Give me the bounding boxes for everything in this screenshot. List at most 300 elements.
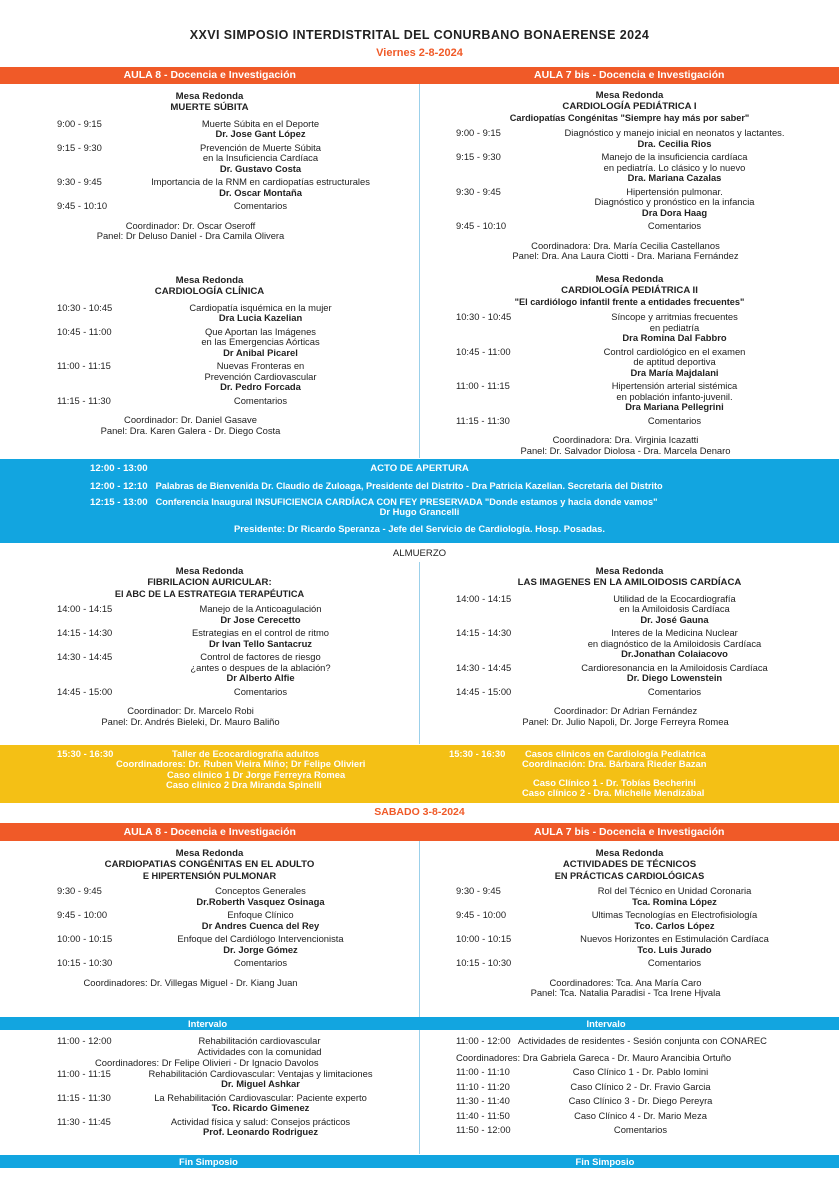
row-time: 9:45 - 10:00: [456, 909, 507, 921]
row-time: 11:50 - 12:00: [456, 1124, 511, 1135]
session-coordinator: Coordinadores: Dr. Villegas Miguel - Dr. Kiang Juan: [83, 976, 298, 988]
taller-left-title: Taller de Ecocardiografía adultos: [172, 748, 320, 759]
row-desc: [532, 381, 839, 413]
row-topic-line: Prevención de Muerte Súbita: [200, 141, 321, 153]
residentes-row: [420, 1125, 839, 1136]
schedule-row: [0, 934, 419, 955]
schedule-row: [0, 652, 419, 684]
mesa-title-line: Mesa Redonda: [595, 274, 664, 285]
row-topic-line: Manejo de la insuficiencia cardíaca: [601, 151, 748, 163]
rehab-line-1: Rehabilitación cardiovascular: [198, 1035, 321, 1046]
schedule-row: [0, 958, 419, 969]
mesa-amiloidosis: [420, 567, 839, 727]
row-speaker: Dr Alberto Alfie: [226, 672, 295, 684]
row-time: 14:30 - 14:45: [57, 651, 113, 663]
row-time: 10:30 - 10:45: [57, 301, 113, 313]
row-speaker: Dr. Jorge Gómez: [223, 943, 298, 955]
mesa-title-line: LAS IMAGENES EN LA AMILOIDOSIS CARDÍACA: [517, 576, 742, 588]
row-time: 14:15 - 14:30: [456, 627, 512, 639]
row-speaker: Tco. Luis Jurado: [637, 943, 712, 955]
mesa-title-line: "El cardiólogo infantil frente a entidades frecuentes": [514, 296, 745, 307]
row-desc: [140, 687, 419, 698]
session-coordinator: Coordinador: Dr. Marcelo Robi: [127, 705, 254, 717]
residentes-row: [420, 1096, 839, 1107]
saturday-date: SABADO 3-8-2024: [374, 806, 465, 818]
row-topic-line: en pediatría: [649, 321, 700, 333]
row-time: 9:30 - 9:45: [57, 176, 102, 188]
row-topic-line: Comentarios: [647, 414, 702, 426]
row-desc: [532, 221, 839, 232]
row-topic-line: Enfoque Clínico: [227, 909, 294, 921]
fin-right: Fin Simposio: [575, 1156, 635, 1167]
mesa-title-line: FIBRILACION AURICULAR:: [147, 576, 272, 588]
row-time: 11:30 - 11:40: [456, 1095, 510, 1106]
row-desc: [532, 687, 839, 698]
saturday-left-morning: [0, 849, 419, 988]
apertura-welcome-time: 12:00 - 12:10: [90, 481, 148, 492]
friday-right-morning: [420, 91, 839, 262]
schedule-row: [0, 687, 419, 698]
row-speaker: Dr.Jonathan Colaiacovo: [621, 648, 728, 660]
row-desc: [140, 628, 419, 649]
session-rows: [420, 312, 839, 426]
schedule-row: [0, 886, 419, 907]
row-topic-line: Enfoque del Cardiólogo Intervencionista: [177, 933, 344, 945]
row-speaker: Tco. Ricardo Gimenez: [211, 1102, 310, 1113]
row-topic-line: Comentarios: [647, 957, 702, 969]
row-time: 9:00 - 9:15: [456, 127, 501, 139]
mesa-cardiologia-pediatrica-1: [420, 91, 839, 262]
schedule-row: [0, 628, 419, 649]
session-panel: Panel: Dr. Salvador Diolosa - Dra. Marcela Denaro: [520, 444, 731, 456]
row-time: 9:15 - 9:30: [456, 151, 501, 163]
mesa-title-line: CARDIOLOGÍA PEDIÁTRICA II: [561, 284, 698, 296]
row-speaker: Dr.Roberth Vasquez Osinaga: [196, 895, 325, 907]
session-coordinator: Coordinadora: Dra. Virginia Icazatti: [552, 434, 699, 446]
schedule-row: [0, 201, 419, 212]
session-rows: [0, 303, 419, 407]
friday-left-midmorning: [0, 276, 419, 436]
row-topic-line: Importancia de la RNM en cardiopatías estructurales: [151, 176, 370, 188]
row-time: 10:00 - 10:15: [456, 933, 512, 945]
rehab-desc: [140, 1036, 419, 1057]
schedule-row: [420, 958, 839, 969]
apertura-title: ACTO DE APERTURA: [370, 463, 469, 474]
schedule-row: [420, 221, 839, 232]
row-speaker: Prof. Leonardo Rodriguez: [202, 1126, 319, 1137]
schedule-row: [420, 628, 839, 660]
mesa-actividades-tecnicos: [420, 849, 839, 999]
row-speaker: Dr Anibal Picarel: [223, 346, 298, 358]
row-desc: Caso Clínico 3 - Dr. Diego Pereyra: [568, 1095, 713, 1106]
taller-right-time: 15:30 - 16:30: [449, 748, 506, 759]
row-topic-line: Estrategias en el control de ritmo: [191, 627, 330, 639]
saturday-aula-left: AULA 8 - Docencia e Investigación: [123, 826, 296, 838]
row-topic-line: Diagnóstico y manejo inicial en neonatos y lactantes.: [564, 127, 785, 139]
session-panel: Panel: Dr Deluso Daniel - Dra Camila Olivera: [96, 230, 285, 242]
row-topic-line: Control de factores de riesgo: [200, 651, 321, 663]
row-desc: [532, 628, 839, 660]
row-topic-line: en la Insuficiencia Cardíaca: [202, 152, 319, 164]
apertura-speaker: Dr Hugo Grancelli: [379, 506, 460, 517]
row-desc: Caso Clínico 4 - Dr. Mario Meza: [574, 1109, 707, 1121]
row-desc: [532, 152, 839, 184]
apertura-time: 12:00 - 13:00: [90, 463, 148, 474]
schedule-row: [0, 910, 419, 931]
row-time: 11:15 - 11:30: [456, 414, 510, 426]
row-desc: Caso Clínico 2 - Dr. Fravio Garcia: [570, 1080, 711, 1092]
row-speaker: Dra. Cecilia Rios: [637, 137, 712, 149]
row-desc: [140, 177, 419, 198]
mesa-title-line: MUERTE SÚBITA: [170, 101, 249, 113]
row-desc: [532, 663, 839, 684]
row-desc: Comentarios: [613, 1124, 668, 1135]
row-speaker: Tca. Romina López: [632, 895, 717, 907]
schedule-row: [0, 604, 419, 625]
row-time: 10:15 - 10:30: [57, 957, 113, 969]
taller-left-coord: Coordinadores: Dr. Ruben Vieira Miño; Dr Felipe Olivieri: [116, 758, 366, 769]
schedule-row: [420, 187, 839, 219]
row-desc: [140, 201, 419, 212]
row-speaker: Dr Ivan Tello Santacruz: [209, 637, 312, 649]
row-topic-line: Que Aportan las Imágenes: [204, 325, 316, 337]
row-time: 9:30 - 9:45: [456, 885, 501, 897]
row-time: 14:15 - 14:30: [57, 627, 113, 639]
mesa-title-line: CARDIOLOGÍA PEDIÁTRICA I: [562, 100, 697, 112]
fin-bar: [0, 1155, 839, 1168]
residentes-row: [420, 1067, 839, 1078]
row-topic-line: Rol del Técnico en Unidad Coronaria: [597, 885, 752, 897]
row-speaker: Dr. Gustavo Costa: [219, 162, 302, 174]
row-speaker: Dra. Mariana Cazalas: [627, 172, 722, 184]
mesa-fibrilacion-auricular: [0, 567, 419, 727]
session-panel: Panel: Tca. Natalia Paradisi - Tca Irene Hjvala: [530, 987, 721, 999]
session-panel: Panel: Dra. Ana Laura Ciotti - Dra. Mariana Fernández: [512, 250, 739, 262]
row-topic-line: Prevención Cardiovascular: [204, 370, 317, 382]
schedule-row: [0, 1093, 419, 1114]
intervalo-right: Intervalo: [586, 1018, 626, 1029]
residentes-list: [420, 1067, 839, 1136]
rehab-talks: [0, 1069, 419, 1138]
residentes-row: [420, 1082, 839, 1093]
row-topic-line: Cardioresonancia en la Amiloidosis Cardíaca: [581, 661, 768, 673]
row-speaker: Dr. Oscar Montaña: [219, 186, 302, 198]
session-rows: [0, 604, 419, 697]
mesa-cardiopatias-congenitas: [0, 849, 419, 988]
session-coordinator: Coordinador: Dr. Daniel Gasave: [124, 414, 257, 426]
mesa-title-line: Mesa Redonda: [595, 566, 664, 577]
row-time: 11:00 - 11:15: [57, 360, 111, 372]
taller-right-title: Casos clinicos en Cardiología Pediatrica: [525, 748, 706, 759]
row-time: 14:00 - 14:15: [57, 603, 113, 615]
row-time: 9:15 - 9:30: [57, 141, 102, 153]
row-time: 11:00 - 11:10: [456, 1066, 510, 1077]
row-desc: [532, 934, 839, 955]
row-time: 9:45 - 10:10: [456, 220, 507, 232]
taller-left-case2: Caso clinico 2 Dra Miranda Spinelli: [166, 779, 322, 790]
row-desc: [532, 312, 839, 344]
row-speaker: Dr. José Gauna: [640, 613, 709, 625]
rehab-line-2: Actividades con la comunidad: [197, 1045, 322, 1057]
row-topic-line: Comentarios: [233, 685, 288, 697]
row-time: 14:45 - 15:00: [57, 685, 113, 697]
row-topic-line: en población infanto-juvenil.: [616, 390, 733, 402]
schedule-row: [0, 1117, 419, 1138]
friday-left-morning: [0, 92, 419, 242]
session-panel: Panel: Dr. Andrés Bieleki, Dr. Mauro Baliño: [101, 715, 280, 727]
row-topic-line: Nuevas Fronteras en: [216, 360, 305, 372]
mesa-muerte-subita: [0, 92, 419, 242]
row-time: 11:00 - 11:15: [456, 380, 510, 392]
session-coordinator: Coordinador: Dr Adrian Fernández: [553, 705, 698, 717]
row-desc: [532, 187, 839, 219]
row-desc: Caso Clínico 1 - Dr. Pablo Iomini: [572, 1066, 709, 1077]
row-time: 14:30 - 14:45: [456, 661, 512, 673]
residentes-row: [420, 1111, 839, 1122]
schedule-row: [420, 886, 839, 907]
saturday-aula-right: AULA 7 bis - Docencia e Investigación: [534, 826, 725, 838]
row-topic-line: Síncope y arritmias frecuentes: [611, 311, 738, 323]
row-desc: [532, 594, 839, 626]
schedule-row: [420, 594, 839, 626]
row-time: 11:10 - 11:20: [456, 1080, 510, 1092]
residentes-lead: [420, 1036, 839, 1047]
intervalo-left: Intervalo: [188, 1018, 228, 1029]
row-desc: [532, 910, 839, 931]
row-topic-line: Manejo de la Anticoagulación: [199, 603, 322, 615]
schedule-row: [0, 119, 419, 140]
row-topic-line: en pediatría. Lo clásico y lo nuevo: [603, 161, 746, 173]
taller-left-case1: Caso clinico 1 Dr Jorge Ferreyra Romea: [167, 769, 346, 780]
almuerzo-label: ALMUERZO: [392, 548, 447, 559]
row-topic-line: Muerte Súbita en el Deporte: [201, 117, 320, 129]
taller-band: [0, 745, 839, 803]
row-desc: [532, 958, 839, 969]
schedule-row: [420, 934, 839, 955]
row-topic-line: Control cardiológico en el examen: [603, 345, 746, 357]
session-panel: Panel: Dr. Julio Napoli, Dr. Jorge Ferreyra Romea: [522, 715, 729, 727]
row-speaker: Dra Romina Dal Fabbro: [622, 332, 727, 344]
rehab-row: [0, 1036, 419, 1057]
residentes-text: Actividades de residentes - Sesión conjunta con CONAREC: [517, 1035, 767, 1046]
schedule-row: [0, 143, 419, 175]
row-topic-line: Hipertensión pulmonar.: [626, 185, 723, 197]
row-time: 10:15 - 10:30: [456, 957, 512, 969]
row-desc: [532, 347, 839, 379]
row-topic-line: Hipertensión arterial sistémica: [611, 380, 738, 392]
row-time: 9:00 - 9:15: [57, 117, 102, 129]
row-topic-line: Conceptos Generales: [215, 885, 306, 897]
row-speaker: Dra Dora Haag: [641, 206, 708, 218]
row-desc: [140, 119, 419, 140]
schedule-row: [420, 128, 839, 149]
session-coordinator: Coordinadores: Tca. Ana María Caro: [549, 976, 702, 988]
mesa-title-line: ACTIVIDADES DE TÉCNICOS: [562, 858, 697, 870]
mesa-title-line: E HIPERTENSIÓN PULMONAR: [142, 870, 277, 881]
row-time: 14:00 - 14:15: [456, 592, 512, 604]
row-time: 10:45 - 11:00: [456, 345, 511, 357]
row-time: 10:00 - 10:15: [57, 933, 113, 945]
schedule-row: [420, 152, 839, 184]
mesa-title-line: Mesa Redonda: [175, 848, 244, 859]
schedule-row: [0, 396, 419, 407]
row-speaker: Dr. Jose Gant López: [215, 128, 306, 140]
friday-right-afternoon: [420, 567, 839, 727]
mesa-title-line: Cardiopatías Congénitas "Siempre hay más por saber": [509, 112, 750, 123]
row-time: 11:30 - 11:45: [57, 1115, 111, 1127]
friday-aula-left: AULA 8 - Docencia e Investigación: [123, 69, 296, 81]
taller-left-time: 15:30 - 16:30: [57, 748, 114, 759]
residentes-coord: Coordinadores: Dra Gabriela Gareca - Dr. Mauro Arancibia Ortuño: [456, 1051, 732, 1063]
row-desc: [140, 327, 419, 359]
row-topic-line: Comentarios: [233, 200, 288, 212]
apertura-president: Presidente: Dr Ricardo Speranza - Jefe del Servicio de Cardiología. Hosp. Posadas.: [234, 523, 605, 534]
apertura-conference-time: 12:15 - 13:00: [90, 497, 148, 508]
mesa-cardiologia-pediatrica-2: [420, 275, 839, 456]
friday-aula-right: AULA 7 bis - Docencia e Investigación: [534, 69, 725, 81]
row-desc: [532, 886, 839, 907]
document-title: XXVI SIMPOSIO INTERDISTRITAL DEL CONURBANO BONAERENSE 2024: [189, 28, 650, 42]
intervalo-bar: [0, 1017, 839, 1030]
row-time: 9:45 - 10:10: [57, 200, 108, 212]
schedule-row: [0, 1069, 419, 1090]
row-topic-line: Utilidad de la Ecocardiografía: [613, 592, 736, 604]
session-rows: [420, 594, 839, 698]
row-desc: [140, 886, 419, 907]
session-rows: [0, 1069, 419, 1138]
friday-left-afternoon: [0, 567, 419, 727]
taller-right-case1: Caso Clínico 1 - Dr. Tobías Becherini: [533, 777, 696, 788]
row-speaker: Dr Jose Cerecetto: [220, 613, 301, 625]
schedule-row: [420, 687, 839, 698]
row-desc: [140, 934, 419, 955]
row-topic-line: Nuevos Horizontes en Estimulación Cardíaca: [580, 933, 769, 945]
row-time: 9:30 - 9:45: [456, 185, 501, 197]
rehab-coord: Coordinadores: Dr Felipe Olivieri - Dr Ignacio Davolos: [95, 1057, 319, 1068]
row-topic-line: Rehabilitación Cardiovascular: Ventajas y limitaciones: [148, 1067, 373, 1079]
row-topic-line: Comentarios: [233, 957, 288, 969]
mesa-title-line: CARDIOLOGÍA CLÍNICA: [154, 285, 265, 297]
row-topic-line: en las Emergencias Aórticas: [201, 336, 320, 348]
row-speaker: Dr Andres Cuenca del Rey: [201, 919, 320, 931]
row-topic-line: en diagnóstico de la Amiloidosis Cardíaca: [587, 637, 762, 649]
row-topic-line: Diagnóstico y pronóstico en la infancia: [594, 196, 755, 208]
row-time: 11:40 - 11:50: [456, 1109, 510, 1121]
rehab-time: 11:00 - 12:00: [57, 1035, 112, 1046]
row-topic-line: Actividad física y salud: Consejos prácticos: [170, 1115, 351, 1127]
row-topic-line: Comentarios: [647, 220, 702, 232]
mesa-title-line: CARDIOPATIAS CONGÉNITAS EN EL ADULTO: [104, 858, 315, 870]
row-desc: [140, 652, 419, 684]
row-time: 11:00 - 11:15: [57, 1067, 111, 1079]
session-rows: [0, 886, 419, 969]
row-speaker: Dr. Miguel Ashkar: [221, 1078, 300, 1089]
session-rows: [420, 886, 839, 969]
schedule-row: [420, 347, 839, 379]
schedule-row: [420, 381, 839, 413]
row-speaker: Dr. Diego Lowenstein: [626, 672, 723, 684]
friday-date: Viernes 2-8-2024: [376, 47, 463, 59]
row-desc: [140, 958, 419, 969]
apertura-conference-text: Conferencia Inaugural INSUFICIENCIA CARDÍACA CON FEY PRESERVADA "Donde estamos y hacia donde vamos": [155, 497, 658, 507]
apertura-welcome-text: Palabras de Bienvenida Dr. Claudio de Zuloaga, Presidente del Distrito - Dra Patricia Kazelian. Secretaria del Distrito: [155, 481, 663, 491]
row-desc: [140, 143, 419, 175]
row-time: 10:45 - 11:00: [57, 325, 112, 337]
mesa-title-line: Mesa Redonda: [175, 566, 244, 577]
row-desc: [532, 416, 839, 427]
row-desc: [140, 303, 419, 324]
row-desc: [140, 1117, 419, 1138]
schedule-row: [0, 361, 419, 393]
session-rows: [420, 128, 839, 232]
row-topic-line: ¿antes o despues de la ablación?: [190, 661, 331, 673]
schedule-row: [0, 327, 419, 359]
row-speaker: Dra Lucia Kazelian: [218, 312, 303, 324]
row-topic-line: Comentarios: [647, 685, 702, 697]
taller-right-coord: Coordinación: Dra. Bárbara Rieder Bazan: [522, 758, 707, 769]
row-topic-line: Comentarios: [233, 394, 288, 406]
schedule-row: [0, 177, 419, 198]
fin-left: Fin Simposio: [179, 1156, 238, 1167]
row-topic-line: La Rehabilitación Cardiovascular: Paciente experto: [154, 1091, 367, 1103]
mesa-title-line: Mesa Redonda: [175, 275, 244, 286]
session-coordinator: Coordinador: Dr. Oscar Oseroff: [125, 219, 256, 231]
session-panel: Panel: Dra. Karen Galera - Dr. Diego Costa: [100, 424, 281, 436]
session-coordinator: Coordinadora: Dra. María Cecilia Castellanos: [531, 239, 720, 251]
row-speaker: Tco. Carlos López: [634, 919, 715, 931]
saturday-right-late: [420, 1036, 839, 1136]
row-time: 11:15 - 11:30: [57, 394, 111, 406]
row-time: 10:30 - 10:45: [456, 311, 512, 323]
mesa-cardiologia-clinica: [0, 276, 419, 436]
row-topic-line: Interes de la Medicina Nuclear: [611, 627, 738, 639]
row-time: 9:30 - 9:45: [57, 885, 102, 897]
schedule-row: [420, 663, 839, 684]
schedule-row: [420, 312, 839, 344]
apertura-welcome: [90, 478, 663, 495]
apertura-band: [0, 459, 839, 543]
row-speaker: Dra Mariana Pellegrini: [625, 401, 724, 413]
row-topic-line: Cardiopatía isquémica en la mujer: [189, 301, 332, 313]
saturday-left-late: [0, 1036, 419, 1138]
row-desc: [532, 128, 839, 149]
saturday-right-morning: [420, 849, 839, 999]
mesa-title-line: EN PRÁCTICAS CARDIOLÓGICAS: [554, 870, 705, 881]
residentes-time: 11:00 - 12:00: [456, 1035, 511, 1046]
mesa-title-line: Mesa Redonda: [595, 848, 664, 859]
mesa-title-line: El ABC DE LA ESTRATEGIA TERAPÉUTICA: [114, 588, 305, 599]
taller-right-case2: Caso clínico 2 - Dra. Michelle Mendizábal: [522, 787, 705, 798]
row-topic-line: Ultimas Tecnologías en Electrofisiología: [591, 909, 758, 921]
row-desc: [140, 361, 419, 393]
row-desc: [140, 1093, 419, 1114]
row-desc: [140, 910, 419, 931]
mesa-title-line: Mesa Redonda: [595, 90, 664, 101]
row-time: 14:45 - 15:00: [456, 685, 512, 697]
friday-aula-bar: [0, 67, 839, 84]
row-desc: [140, 396, 419, 407]
row-desc: [140, 1069, 419, 1090]
row-desc: [140, 604, 419, 625]
row-time: 11:15 - 11:30: [57, 1091, 111, 1103]
row-speaker: Dr. Pedro Forcada: [220, 381, 301, 393]
session-rows: [0, 119, 419, 212]
schedule-row: [420, 416, 839, 427]
friday-right-midmorning: [420, 275, 839, 456]
schedule-row: [0, 303, 419, 324]
row-topic-line: en la Amiloidosis Cardíaca: [619, 603, 730, 615]
saturday-aula-bar: [0, 823, 839, 841]
